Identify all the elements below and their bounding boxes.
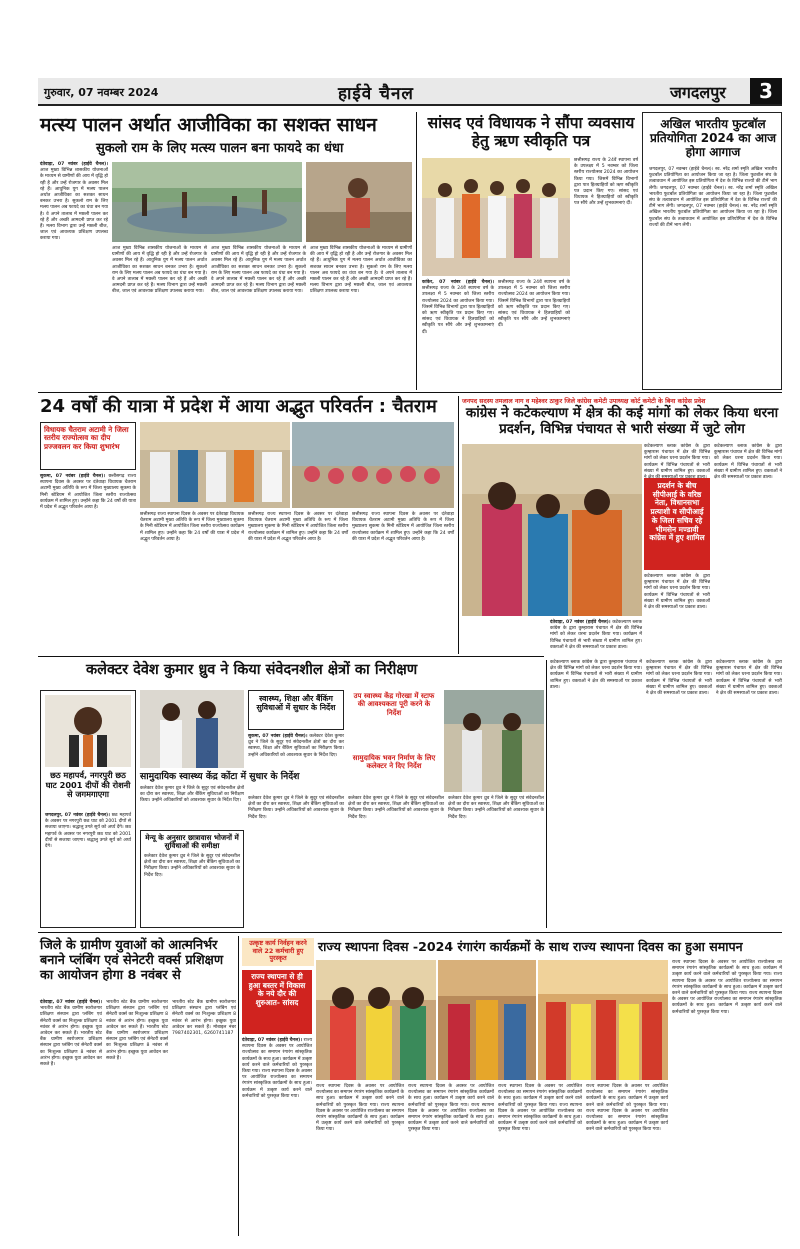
collector-sidebox — [140, 830, 244, 928]
fisheries-col-1 — [40, 162, 108, 388]
fisheries-body-cont-1: आज मुख्य विभिन्न शासकीय योजनाओं के माध्यम से ग्रामीणों की आय में वृद्धि हो रही है और उन्हें रोजगार के अवसर मिल रहे हैं। आधुनिक युग में मत्स्य पालन अर्थात आजीविका का सशक्त साधन बनकर उभरा है। सुकलो राम के लिए मत्स्य पालन अब फायदे का धंधा बन गया है। वे अपने तालाब में मछली पालन कर रहे हैं और अच्छी आमदनी प्राप्त कर रहे हैं। मत्स्य विभाग द्वारा उन्हें मछली बीज, जाल एवं आवश्यक प्रशिक्षण उपलब्ध कराया गया। — [112, 246, 207, 295]
foundation-dateline: दंतेवाड़ा, 07 नवंबर (हाईवे चैनल)। — [242, 1038, 303, 1043]
foundation-col-2 — [316, 1084, 404, 1236]
chhath-dateline: जगदलपुर, 07 नवंबर (हाईवे चैनल)। — [45, 813, 110, 818]
foundation-photo-1 — [316, 960, 436, 1080]
youth-body-2: भारतीय स्टेट बैंक ग्रामीण स्वरोजगार प्रशिक्षण संस्थान द्वारा प्लंबिंग एवं सेनेटरी वर्क्स का निःशुल्क प्रशिक्षण 8 नवंबर से आरंभ होगा। इच्छुक युवा आवेदन कर सकते हैं। — [40, 1031, 102, 1068]
foundation-col-1 — [242, 1038, 312, 1236]
collector-sidebox-body — [144, 854, 240, 914]
football-body — [649, 167, 777, 387]
youth-col-1 — [40, 1000, 102, 1236]
mp-mla-body-cont-1: छत्तीसगढ़ राज्य के 24वें स्थापना वर्ष के उपलक्ष्य में 5 नवम्बर को जिला स्तरीय राज्योत्सव 2024 का आयोजन किया गया। जिसमें विभिन्न विभागों द्वारा पात्र हितग्राहियों को ऋण स्वीकृति पत्र प्रदान किए गए। सांसद एवं विधायक ने हितग्राहियों को स्वीकृति पत्र सौंपे और उन्हें शुभकामनाएं दीं। — [498, 280, 570, 329]
fisheries-subhead: सुकलो राम के लिए मत्स्य पालन बना फायदे का धंधा — [96, 141, 344, 156]
foundation-body-cont-1b: राज्य स्थापना दिवस के अवसर पर आयोजित राज्योत्सव का समापन रंगारंग सांस्कृतिक कार्यक्रमों के साथ हुआ। कार्यक्रम में उत्कृष्ट कार्य करने वाले कर्मचारियों को पुरस्कृत किया गया। — [672, 972, 782, 997]
congress-photo — [462, 444, 642, 616]
mp-mla-photo — [422, 158, 570, 276]
collector-col-2 — [140, 786, 244, 826]
collector-body-cont-2: कलेक्टर देवेश कुमार ध्रुव ने जिले के सुदूर एवं संवेदनशील क्षेत्रों का दौरा कर स्वास्थ्य, शिक्षा और बैंकिंग सुविधाओं का निरीक्षण किया। उन्होंने अधिकारियों को आवश्यक सुधार के निर्देश दिए। — [144, 853, 240, 878]
chhath-box — [40, 690, 136, 928]
youth-body: भारतीय स्टेट बैंक ग्रामीण स्वरोजगार प्रशिक्षण संस्थान द्वारा प्लंबिंग एवं सेनेटरी वर्क्स का निःशुल्क प्रशिक्षण 8 नवंबर से आरंभ होगा। इच्छुक युवा आवेदन कर सकते हैं। — [40, 1006, 102, 1037]
foundation-body-cont-2: राज्य स्थापना दिवस के अवसर पर आयोजित राज्योत्सव का समापन रंगारंग सांस्कृतिक कार्यक्रमों के साथ हुआ। कार्यक्रम में उत्कृष्ट कार्य करने वाले कर्मचारियों को पुरस्कृत किया गया। — [316, 1084, 404, 1108]
mp-mla-col-3 — [574, 158, 638, 390]
foundation-red-text: राज्य स्थापना से ही हुआ बस्तर में विकास के नये दौर की शुरुआत- सांसद — [248, 972, 306, 1008]
fisheries-body-cont-2: आज मुख्य विभिन्न शासकीय योजनाओं के माध्यम से ग्रामीणों की आय में वृद्धि हो रही है और उन्हें रोजगार के अवसर मिल रहे हैं। आधुनिक युग में मत्स्य पालन अर्थात आजीविका का सशक्त साधन बनकर उभरा है। सुकलो राम के लिए मत्स्य पालन अब फायदे का धंधा बन गया है। वे अपने तालाब में मछली पालन कर रहे हैं और अच्छी आमदनी प्राप्त कर रहे हैं। मत्स्य विभाग द्वारा उन्हें मछली बीज, जाल एवं आवश्यक प्रशिक्षण उपलब्ध कराया गया। — [211, 246, 306, 295]
collector-subheadline: सामुदायिक स्वास्थ्य केंद्र कोंटा में सुधार के निर्देश — [140, 771, 300, 782]
football-body-text-3: जगदलपुर, 07 नवम्बर (हाईवे चैनल)। स्व. नरेंद्र शर्मा स्मृति अखिल भारतीय फुटबॉल प्रतियोगिता का आयोजन किया जा रहा है। जिला फुटबॉल संघ के तत्वावधान में आयोजित इस प्रतियोगिता में देश के विभिन्न राज्यों की टीमें भाग लेंगी। — [649, 204, 778, 228]
congress-col-lower-2 — [550, 660, 642, 928]
mp-mla-body: छत्तीसगढ़ राज्य के 24वें स्थापना वर्ष के उपलक्ष्य में 5 नवम्बर को जिला स्तरीय राज्योत्सव 2024 का आयोजन किया गया। जिसमें विभिन्न विभागों द्वारा पात्र हितग्राहियों को ऋण स्वीकृति पत्र प्रदान किए गए। सांसद एवं विधायक ने हितग्राहियों को स्वीकृति पत्र सौंपे और उन्हें शुभकामनाएं दीं। — [422, 286, 494, 335]
football-body-text-2: जगदलपुर, 07 नवम्बर (हाईवे चैनल)। स्व. नरेंद्र शर्मा स्मृति अखिल भारतीय फुटबॉल प्रतियोगिता का आयोजन किया जा रहा है। जिला फुटबॉल संघ के तत्वावधान में आयोजित इस प्रतियोगिता में देश के विभिन्न राज्यों की टीमें भाग लेंगी। — [649, 185, 777, 210]
collector-dateline: सुकमा, 07 नवंबर (हाईवे चैनल)। — [248, 734, 308, 739]
congress-banner: जनपद सदस्य तमलाल नाग व महेश्वर ठाकुर जिले कांग्रेस कमेटी उपाध्यक्ष कोर्ट कमेटी के बिना कांग्रेस प्रवेश — [462, 398, 706, 405]
foundation-body-cont-4: राज्य स्थापना दिवस के अवसर पर आयोजित राज्योत्सव का समापन रंगारंग सांस्कृतिक कार्यक्रमों के साथ हुआ। कार्यक्रम में उत्कृष्ट कार्य करने वाले कर्मचारियों को पुरस्कृत किया गया। — [498, 1084, 582, 1108]
chhath-headline: छठ महापर्व, नगरपुरी छठ घाट 2001 दीपों की रोशनी से जगमगाएगा — [45, 770, 131, 800]
progress-dateline: सुकमा, 07 नवंबर (हाईवे चैनल)। — [40, 474, 106, 479]
fisheries-col-2 — [112, 246, 207, 388]
congress-callout — [644, 478, 710, 570]
congress-body-cont-3: कटेकल्याण ब्लाक कांग्रेस के द्वारा कुम्हारास पंचायत में क्षेत्र की विभिन्न मांगों को लेकर धरना प्रदर्शन किया गया। कार्यक्रम में विभिन्न पंचायतों से भारी संख्या में ग्रामीण शामिल हुए। वक्ताओं ने क्षेत्र की समस्याओं पर प्रकाश डाला। — [550, 660, 642, 690]
progress-body-cont-3: छत्तीसगढ़ राज्य स्थापना दिवस के अवसर पर दंतेवाड़ा विधायक चैतराम अटामी मुख्य अतिथि के रूप में जिला मुख्यालय सुकमा के मिनी स्टेडियम में आयोजित जिला स्तरीय राज्योत्सव कार्यक्रम में शामिल हुए। उन्होंने कहा कि 24 वर्षों की यात्रा में प्रदेश में अद्भुत परिवर्तन आया है। — [352, 512, 454, 542]
progress-col-3 — [248, 512, 348, 654]
collector-body: कलेक्टर देवेश कुमार ध्रुव ने जिले के सुदूर एवं संवेदनशील क्षेत्रों का दौरा कर स्वास्थ्य, शिक्षा और बैंकिंग सुविधाओं का निरीक्षण किया। उन्होंने अधिकारियों को आवश्यक सुधार के निर्देश दिए। — [248, 734, 345, 758]
collector-box3-text: सामुदायिक भवन निर्माण के लिए कलेक्टर ने दिए निर्देश — [352, 754, 436, 771]
congress-body-cont-1: कटेकल्याण ब्लाक कांग्रेस के द्वारा कुम्हारास पंचायत में क्षेत्र की विभिन्न मांगों को लेकर धरना प्रदर्शन किया गया। कार्यक्रम में विभिन्न पंचायतों से भारी संख्या में ग्रामीण शामिल हुए। वक्ताओं ने क्षेत्र की समस्याओं पर प्रकाश डाला। — [644, 574, 710, 611]
congress-body: कटेकल्याण ब्लाक कांग्रेस के द्वारा कुम्हारास पंचायत में क्षेत्र की विभिन्न मांगों को लेकर धरना प्रदर्शन किया गया। कार्यक्रम में विभिन्न पंचायतों से भारी संख्या में ग्रामीण शामिल हुए। वक्ताओं ने क्षेत्र की समस्याओं पर प्रकाश डाला। — [550, 620, 642, 650]
collector-body-cont-1: कलेक्टर देवेश कुमार ध्रुव ने जिले के सुदूर एवं संवेदनशील क्षेत्रों का दौरा कर स्वास्थ्य, शिक्षा और बैंकिंग सुविधाओं का निरीक्षण किया। उन्होंने अधिकारियों को आवश्यक सुधार के निर्देश दिए। — [140, 786, 244, 804]
collector-box2-text: उप स्वास्थ्य केंद्र गोरखा में स्टाफ की आवश्यकता पूरी करने के निर्देश — [353, 692, 435, 717]
football-body-text: जगदलपुर, 07 नवम्बर (हाईवे चैनल)। स्व. नरेंद्र शर्मा स्मृति अखिल भारतीय फुटबॉल प्रतियोगिता का आयोजन किया जा रहा है। जिला फुटबॉल संघ के तत्वावधान में आयोजित इस प्रतियोगिता में देश के विभिन्न राज्यों की टीमें भाग लेंगी। — [649, 167, 777, 191]
chhath-body — [45, 813, 131, 923]
foundation-col-right — [672, 960, 782, 1236]
foundation-body-cont-3b: राज्य स्थापना दिवस के अवसर पर आयोजित राज्योत्सव का समापन रंगारंग सांस्कृतिक कार्यक्रमों के साथ हुआ। कार्यक्रम में उत्कृष्ट कार्य करने वाले कर्मचारियों को पुरस्कृत किया गया। — [408, 1102, 494, 1133]
congress-col-right-1 — [644, 574, 710, 654]
collector-photo-1 — [140, 690, 244, 768]
congress-callout-text: प्रदर्शन के बीच सीपीआई के वरिष्ठ नेता, विधानसभा प्रत्याशी व सीपीआई के जिला सचिव रहे भीमसेन मण्डावी कांग्रेस में हुए शामिल — [649, 481, 705, 543]
issue-date: गुरुवार, 07 नवम्बर 2024 — [44, 86, 159, 99]
divider — [38, 932, 782, 933]
progress-col-2 — [140, 512, 244, 654]
fisheries-dateline: दंतेवाड़ा, 07 नवंबर (हाईवे चैनल)। — [40, 162, 108, 167]
foundation-body-cont-3: राज्य स्थापना दिवस के अवसर पर आयोजित राज्योत्सव का समापन रंगारंग सांस्कृतिक कार्यक्रमों के साथ हुआ। कार्यक्रम में उत्कृष्ट कार्य करने वाले कर्मचारियों को पुरस्कृत किया गया। — [408, 1084, 494, 1108]
congress-col-lower-3 — [646, 660, 712, 928]
foundation-col-4 — [498, 1084, 582, 1236]
chhath-body-text-2: छठ महापर्व के अवसर पर नगरपुरी छठ घाट को 2001 दीपों से सजाया जाएगा। श्रद्धालु उगते सूर्य को अर्घ्य देंगे। — [45, 825, 131, 850]
progress-body-cont-1: छत्तीसगढ़ राज्य स्थापना दिवस के अवसर पर दंतेवाड़ा विधायक चैतराम अटामी मुख्य अतिथि के रूप में जिला मुख्यालय सुकमा के मिनी स्टेडियम में आयोजित जिला स्तरीय राज्योत्सव कार्यक्रम में शामिल हुए। उन्होंने कहा कि 24 वर्षों की यात्रा में प्रदेश में अद्भुत परिवर्तन आया है। — [140, 512, 244, 542]
collector-box1 — [248, 690, 344, 730]
congress-col-lower-1 — [550, 620, 642, 656]
foundation-body-cont-1: राज्य स्थापना दिवस के अवसर पर आयोजित राज्योत्सव का समापन रंगारंग सांस्कृतिक कार्यक्रमों के साथ हुआ। कार्यक्रम में उत्कृष्ट कार्य करने वाले कर्मचारियों को पुरस्कृत किया गया। — [672, 960, 782, 978]
congress-dateline: दंतेवाड़ा, 07 नवंबर (हाईवे चैनल)। — [550, 620, 611, 625]
congress-col-lower-4 — [716, 660, 782, 928]
congress-body-cont-5: कटेकल्याण ब्लाक कांग्रेस के द्वारा कुम्हारास पंचायत में क्षेत्र की विभिन्न मांगों को लेकर धरना प्रदर्शन किया गया। कार्यक्रम में विभिन्न पंचायतों से भारी संख्या में ग्रामीण शामिल हुए। वक्ताओं ने क्षेत्र की समस्याओं पर प्रकाश डाला। — [716, 660, 782, 697]
foundation-photo-2 — [438, 960, 536, 1080]
congress-headline: कांग्रेस ने कटेकल्याण में क्षेत्र की कई मांगों को लेकर किया धरना प्रदर्शन, विभिन्न पंचायत से भारी संख्या में जुटे लोग — [465, 405, 779, 437]
foundation-body-cont-5b: राज्य स्थापना दिवस के अवसर पर आयोजित राज्योत्सव का समापन रंगारंग सांस्कृतिक कार्यक्रमों के साथ हुआ। कार्यक्रम में उत्कृष्ट कार्य करने वाले कर्मचारियों को पुरस्कृत किया गया। — [586, 1108, 668, 1133]
youth-col-2 — [106, 1000, 168, 1236]
page-number: 3 — [750, 78, 782, 104]
youth-headline: जिले के ग्रामीण युवाओं को आत्मनिर्भर बनाने प्लंबिंग एवं सेनेटरी वर्क्स प्रशिक्षण का आयोजन होगा 8 नवंबर से — [40, 938, 224, 984]
collector-col-5 — [448, 796, 544, 928]
youth-body-cont-2: भारतीय स्टेट बैंक ग्रामीण स्वरोजगार प्रशिक्षण संस्थान द्वारा प्लंबिंग एवं सेनेटरी वर्क्स का निःशुल्क प्रशिक्षण 8 नवंबर से आरंभ होगा। इच्छुक युवा आवेदन कर सकते हैं। — [172, 1000, 236, 1030]
chhath-photo — [45, 695, 131, 767]
foundation-col-3 — [408, 1084, 494, 1236]
fisheries-col-3 — [211, 246, 306, 388]
foundation-red-box — [242, 970, 312, 1034]
foundation-body-2: राज्य स्थापना दिवस के अवसर पर आयोजित राज्योत्सव का समापन रंगारंग सांस्कृतिक कार्यक्रमों के साथ हुआ। कार्यक्रम में उत्कृष्ट कार्य करने वाले कर्मचारियों को पुरस्कृत किया गया। — [242, 1069, 312, 1099]
progress-headline: 24 वर्षों की यात्रा में प्रदेश में आया अद्भुत परिवर्तन : चैतराम — [40, 396, 437, 417]
foundation-tint-box — [242, 938, 314, 966]
fisheries-body-cont-3: आज मुख्य विभिन्न शासकीय योजनाओं के माध्यम से ग्रामीणों की आय में वृद्धि हो रही है और उन्हें रोजगार के अवसर मिल रहे हैं। आधुनिक युग में मत्स्य पालन अर्थात आजीविका का सशक्त साधन बनकर उभरा है। सुकलो राम के लिए मत्स्य पालन अब फायदे का धंधा बन गया है। वे अपने तालाब में मछली पालन कर रहे हैं और अच्छी आमदनी प्राप्त कर रहे हैं। मत्स्य विभाग द्वारा उन्हें मछली बीज, जाल एवं आवश्यक प्रशिक्षण उपलब्ध कराया गया। — [310, 246, 412, 295]
paper-name: हाईवे चैनल — [338, 84, 414, 104]
congress-col-right-2 — [714, 444, 782, 654]
progress-box-text: विधायक चैतराम अटामी ने जिला स्तरीय राज्योत्सव का दीप प्रज्जवलन कर किया शुभारंभ — [44, 425, 129, 451]
divider — [416, 112, 417, 390]
collector-box1-text: स्वास्थ्य, शिक्षा और बैंकिंग सुविधाओं में सुधार के निर्देश — [256, 694, 336, 713]
collector-photo-2 — [444, 690, 544, 792]
divider — [546, 660, 547, 928]
football-headline: अखिल भारतीय फुटबॉल प्रतियोगिता 2024 का आज होगा आगाज — [649, 117, 777, 160]
foundation-tint-text: उत्कृष्ट कार्य निर्वहन करने वाले 22 कर्मचारी हुए पुरस्कृत — [249, 939, 307, 963]
foundation-body-cont-4b: राज्य स्थापना दिवस के अवसर पर आयोजित राज्योत्सव का समापन रंगारंग सांस्कृतिक कार्यक्रमों के साथ हुआ। कार्यक्रम में उत्कृष्ट कार्य करने वाले कर्मचारियों को पुरस्कृत किया गया। — [498, 1102, 582, 1133]
foundation-headline: राज्य स्थापना दिवस -2024 रंगारंग कार्यक्रमों के साथ राज्य स्थापना दिवस का हुआ समापन — [318, 939, 743, 954]
progress-col-1 — [40, 474, 136, 654]
collector-sidebox-title: मेन्यू के अनुसार छात्रावास भोजनों में सुविधाओं की समीक्षा — [145, 833, 239, 851]
mp-mla-headline: सांसद एवं विधायक ने सौंपा व्यवसाय हेतु ऋण स्वीकृति पत्र — [427, 114, 635, 151]
divider — [458, 396, 459, 654]
youth-dateline: दंतेवाड़ा, 07 नवंबर (हाईवे चैनल)। — [40, 1000, 102, 1005]
fisheries-body: आज मुख्य विभिन्न शासकीय योजनाओं के माध्यम से ग्रामीणों की आय में वृद्धि हो रही है और उन्हें रोजगार के अवसर मिल रहे हैं। आधुनिक युग में मत्स्य पालन अर्थात आजीविका का सशक्त साधन बनकर उभरा है। सुकलो राम के लिए मत्स्य पालन अब फायदे का धंधा बन गया है। वे अपने तालाब में मछली पालन कर रहे हैं और अच्छी आमदनी प्राप्त कर रहे हैं। मत्स्य विभाग द्वारा उन्हें मछली बीज, जाल एवं आवश्यक प्रशिक्षण उपलब्ध कराया गया। — [40, 168, 108, 242]
collector-body-cont-5: कलेक्टर देवेश कुमार ध्रुव ने जिले के सुदूर एवं संवेदनशील क्षेत्रों का दौरा कर स्वास्थ्य, शिक्षा और बैंकिंग सुविधाओं का निरीक्षण किया। उन्होंने अधिकारियों को आवश्यक सुधार के निर्देश दिए। — [448, 796, 544, 820]
mp-mla-dateline: कांकेर, 07 नवंबर (हाईवे चैनल)। — [422, 280, 494, 285]
collector-headline: कलेक्टर देवेश कुमार ध्रुव ने किया संवेदनशील क्षेत्रों का निरीक्षण — [86, 662, 418, 678]
progress-photo-2 — [292, 422, 454, 508]
mp-mla-col-1 — [422, 280, 494, 390]
congress-body-cont-0: कटेकल्याण ब्लाक कांग्रेस के द्वारा कुम्हारास पंचायत में क्षेत्र की विभिन्न मांगों को लेकर धरना प्रदर्शन किया गया। कार्यक्रम में विभिन्न पंचायतों से भारी संख्या में ग्रामीण शामिल हुए। वक्ताओं ने क्षेत्र की समस्याओं पर प्रकाश डाला। — [644, 444, 710, 481]
youth-body-cont-1: भारतीय स्टेट बैंक ग्रामीण स्वरोजगार प्रशिक्षण संस्थान द्वारा प्लंबिंग एवं सेनेटरी वर्क्स का निःशुल्क प्रशिक्षण 8 नवंबर से आरंभ होगा। इच्छुक युवा आवेदन कर सकते हैं। — [106, 1000, 168, 1030]
divider — [238, 936, 239, 1236]
progress-boxout — [40, 422, 136, 470]
fisheries-photo — [112, 162, 302, 242]
collector-col-3 — [248, 796, 344, 928]
progress-body-cont-2: छत्तीसगढ़ राज्य स्थापना दिवस के अवसर पर दंतेवाड़ा विधायक चैतराम अटामी मुख्य अतिथि के रूप में जिला मुख्यालय सुकमा के मिनी स्टेडियम में आयोजित जिला स्तरीय राज्योत्सव कार्यक्रम में शामिल हुए। उन्होंने कहा कि 24 वर्षों की यात्रा में प्रदेश में अद्भुत परिवर्तन आया है। — [248, 512, 348, 542]
city-name: जगदलपुर — [670, 83, 726, 102]
mp-mla-col-2 — [498, 280, 570, 390]
chhath-body-text: छठ महापर्व के अवसर पर नगरपुरी छठ घाट को 2001 दीपों से सजाया जाएगा। श्रद्धालु उगते सूर्य को अर्घ्य देंगे। — [45, 813, 132, 831]
divider — [38, 656, 544, 657]
divider — [38, 392, 782, 393]
congress-col-top — [644, 444, 710, 481]
foundation-body-cont-2b: राज्य स्थापना दिवस के अवसर पर आयोजित राज्योत्सव का समापन रंगारंग सांस्कृतिक कार्यक्रमों के साथ हुआ। कार्यक्रम में उत्कृष्ट कार्य करने वाले कर्मचारियों को पुरस्कृत किया गया। — [316, 1102, 404, 1133]
collector-box2 — [348, 690, 440, 750]
collector-col-1 — [248, 734, 344, 768]
congress-body-cont-4: कटेकल्याण ब्लाक कांग्रेस के द्वारा कुम्हारास पंचायत में क्षेत्र की विभिन्न मांगों को लेकर धरना प्रदर्शन किया गया। कार्यक्रम में विभिन्न पंचायतों से भारी संख्या में ग्रामीण शामिल हुए। वक्ताओं ने क्षेत्र की समस्याओं पर प्रकाश डाला। — [646, 660, 712, 697]
collector-col-4 — [348, 796, 444, 928]
progress-col-4 — [352, 512, 454, 654]
foundation-body: राज्य स्थापना दिवस के अवसर पर आयोजित राज्योत्सव का समापन रंगारंग सांस्कृतिक कार्यक्रमों के साथ हुआ। कार्यक्रम में उत्कृष्ट कार्य करने वाले कर्मचारियों को पुरस्कृत किया गया। — [242, 1038, 312, 1075]
foundation-body-cont-5: राज्य स्थापना दिवस के अवसर पर आयोजित राज्योत्सव का समापन रंगारंग सांस्कृतिक कार्यक्रमों के साथ हुआ। कार्यक्रम में उत्कृष्ट कार्य करने वाले कर्मचारियों को पुरस्कृत किया गया। — [586, 1084, 668, 1108]
foundation-body-cont-1c: राज्य स्थापना दिवस के अवसर पर आयोजित राज्योत्सव का समापन रंगारंग सांस्कृतिक कार्यक्रमों के साथ हुआ। कार्यक्रम में उत्कृष्ट कार्य करने वाले कर्मचारियों को पुरस्कृत किया गया। — [672, 991, 782, 1015]
foundation-photo-3 — [538, 960, 668, 1080]
fisheries-headline: मत्स्य पालन अर्थात आजीविका का सशक्त साधन — [40, 114, 377, 136]
fisheries-col-4 — [310, 162, 412, 388]
congress-body-cont-2: कटेकल्याण ब्लाक कांग्रेस के द्वारा कुम्हारास पंचायत में क्षेत्र की विभिन्न मांगों को लेकर धरना प्रदर्शन किया गया। कार्यक्रम में विभिन्न पंचायतों से भारी संख्या में ग्रामीण शामिल हुए। वक्ताओं ने क्षेत्र की समस्याओं पर प्रकाश डाला। — [714, 444, 782, 481]
youth-body-cont-1b: भारतीय स्टेट बैंक ग्रामीण स्वरोजगार प्रशिक्षण संस्थान द्वारा प्लंबिंग एवं सेनेटरी वर्क्स का निःशुल्क प्रशिक्षण 8 नवंबर से आरंभ होगा। इच्छुक युवा आवेदन कर सकते हैं। — [106, 1024, 168, 1061]
foundation-col-5 — [586, 1084, 668, 1236]
progress-photo-1 — [140, 422, 290, 508]
progress-body: छत्तीसगढ़ राज्य स्थापना दिवस के अवसर पर दंतेवाड़ा विधायक चैतराम अटामी मुख्य अतिथि के रूप में जिला मुख्यालय सुकमा के मिनी स्टेडियम में आयोजित जिला स्तरीय राज्योत्सव कार्यक्रम में शामिल हुए। उन्होंने कहा कि 24 वर्षों की यात्रा में प्रदेश में अद्भुत परिवर्तन आया है। — [40, 474, 136, 511]
mp-mla-body-cont-2: छत्तीसगढ़ राज्य के 24वें स्थापना वर्ष के उपलक्ष्य में 5 नवम्बर को जिला स्तरीय राज्योत्सव 2024 का आयोजन किया गया। जिसमें विभिन्न विभागों द्वारा पात्र हितग्राहियों को ऋण स्वीकृति पत्र प्रदान किए गए। सांसद एवं विधायक ने हितग्राहियों को स्वीकृति पत्र सौंपे और उन्हें शुभकामनाएं दीं। — [574, 158, 638, 207]
collector-body-cont-3: कलेक्टर देवेश कुमार ध्रुव ने जिले के सुदूर एवं संवेदनशील क्षेत्रों का दौरा कर स्वास्थ्य, शिक्षा और बैंकिंग सुविधाओं का निरीक्षण किया। उन्होंने अधिकारियों को आवश्यक सुधार के निर्देश दिए। — [248, 796, 344, 820]
masthead — [38, 78, 782, 106]
youth-col-3 — [172, 1000, 236, 1236]
football-box — [642, 112, 782, 390]
collector-body-cont-4: कलेक्टर देवेश कुमार ध्रुव ने जिले के सुदूर एवं संवेदनशील क्षेत्रों का दौरा कर स्वास्थ्य, शिक्षा और बैंकिंग सुविधाओं का निरीक्षण किया। उन्होंने अधिकारियों को आवश्यक सुधार के निर्देश दिए। — [348, 796, 444, 820]
youth-contact: मोबाइल नंबर 7987402301, 6260741187 — [172, 1024, 236, 1037]
